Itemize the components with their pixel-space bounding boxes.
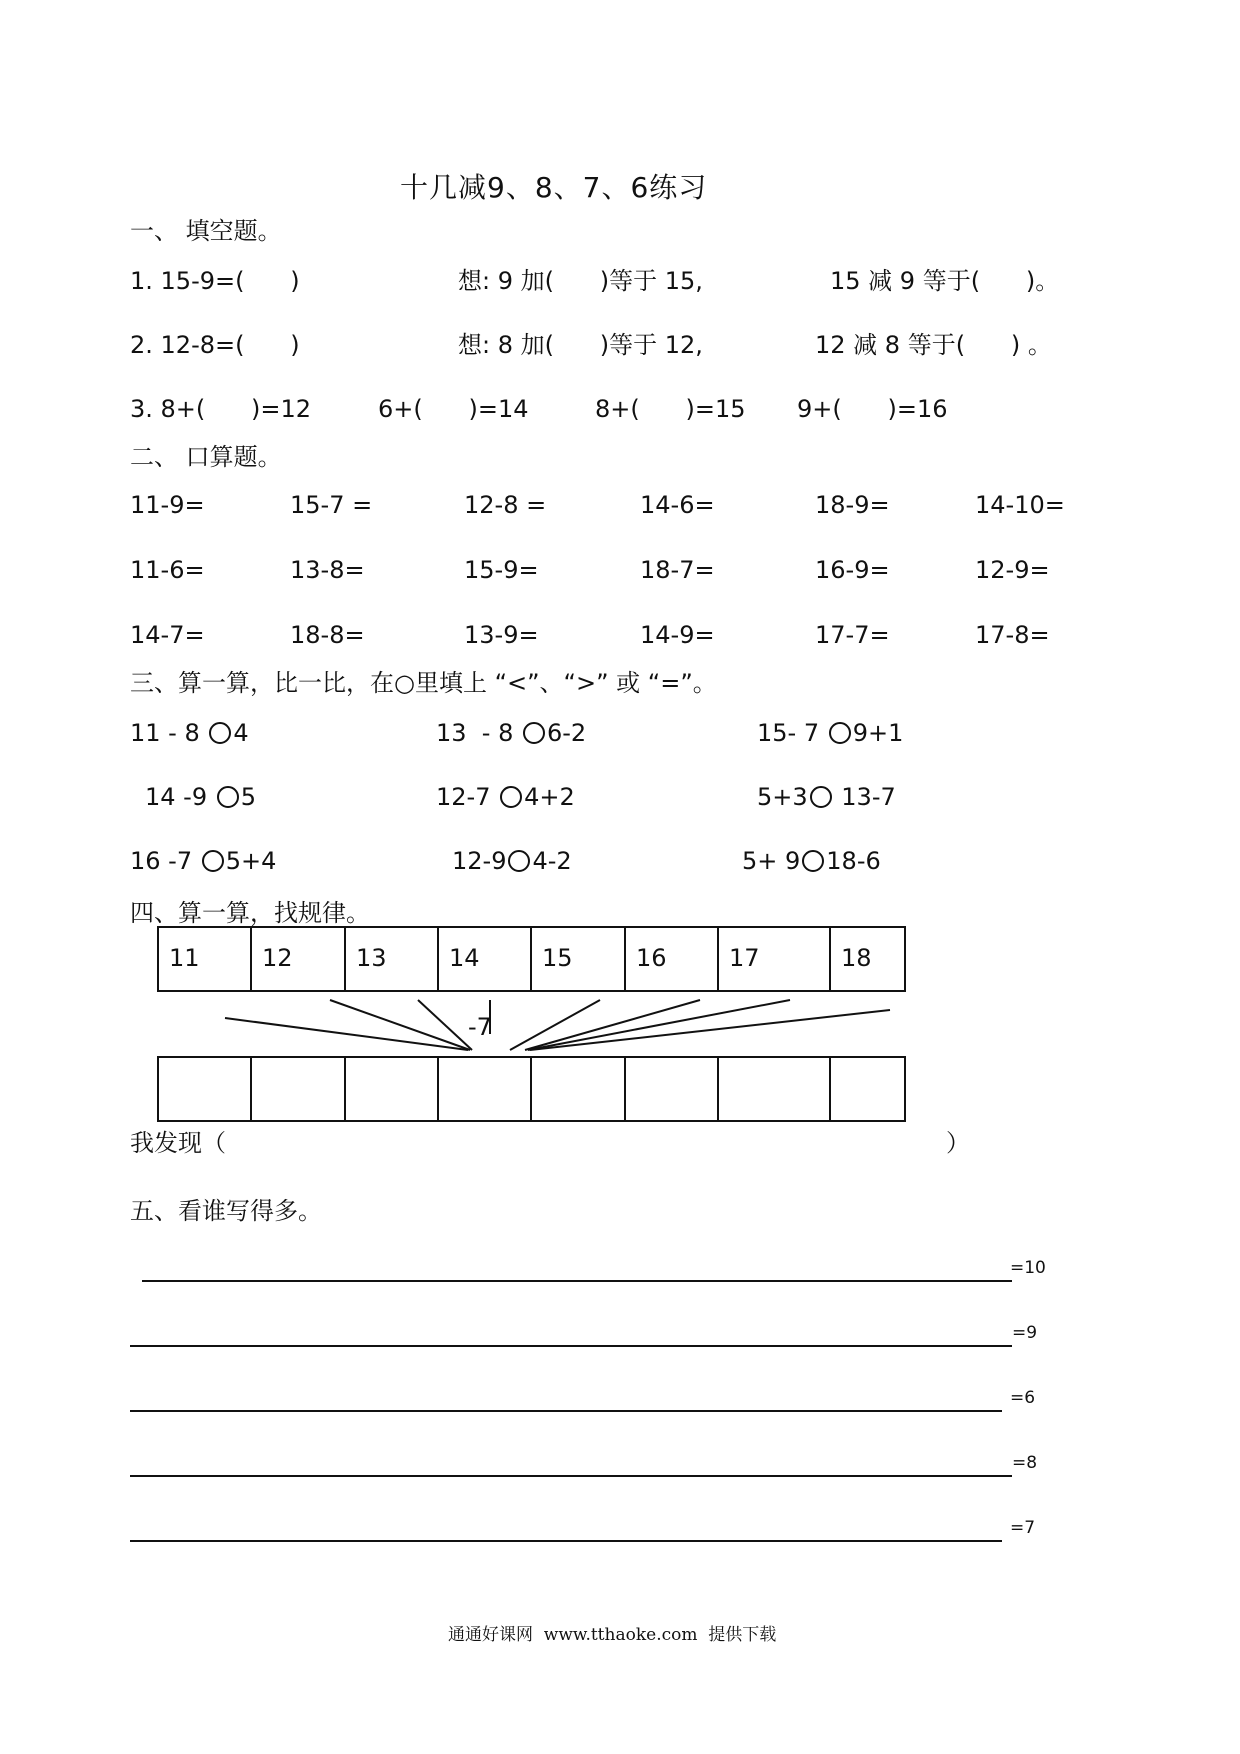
compare-left: 12-9 <box>452 847 507 875</box>
q3-item: 8+( )=15 <box>595 395 746 423</box>
q1-equation: 1. 15-9=( ) <box>130 267 300 295</box>
section-1-heading: 一、 填空题。 <box>130 217 282 245</box>
target-value: =10 <box>1010 1258 1046 1278</box>
page-title: 十几减9、8、7、6练习 <box>400 171 708 204</box>
compare-right: 4+2 <box>524 783 575 811</box>
number-label: 16 <box>636 944 667 972</box>
compare-right: 18-6 <box>826 847 881 875</box>
compare-right: 5 <box>240 783 257 811</box>
oral-item: 18-8= <box>290 621 365 649</box>
number-label: 11 <box>169 944 200 972</box>
target-value: =8 <box>1012 1453 1038 1473</box>
oral-item: 15-9= <box>464 556 539 584</box>
compare-left: 5+3 <box>757 783 808 811</box>
oral-item: 18-7= <box>640 556 715 584</box>
number-label: 18 <box>841 944 872 972</box>
section-2-heading: 二、 口算题。 <box>130 443 282 471</box>
number-label: 13 <box>356 944 387 972</box>
oral-item: 14-7= <box>130 621 205 649</box>
oral-item: 14-10= <box>975 491 1065 519</box>
oral-item: 12-9= <box>975 556 1050 584</box>
q2-equation: 2. 12-8=( ) <box>130 331 300 359</box>
oral-item: 12-8 = <box>464 491 547 519</box>
answer-line[interactable] <box>130 1410 1002 1412</box>
answer-line[interactable] <box>130 1475 1012 1477</box>
compare-right: 4 <box>233 719 249 747</box>
compare-right: 9+1 <box>852 719 904 747</box>
compare-right: 5+4 <box>225 847 277 875</box>
answer-line[interactable] <box>130 1540 1002 1542</box>
answer-line[interactable] <box>130 1345 1012 1347</box>
q3-item: 9+( )=16 <box>797 395 948 423</box>
q3-item: 6+( )=14 <box>378 395 529 423</box>
oral-item: 11-6= <box>130 556 205 584</box>
section-4-heading: 四、算一算，找规律。 <box>130 899 370 927</box>
q2-result: 12 减 8 等于( ) 。 <box>815 331 1052 359</box>
operator-label: -7 <box>468 1013 492 1041</box>
target-value: =7 <box>1010 1518 1036 1538</box>
oral-item: 17-7= <box>815 621 890 649</box>
compare-left: 14 -9 <box>145 783 215 811</box>
number-label: 15 <box>542 944 573 972</box>
number-label: 14 <box>449 944 480 972</box>
answer-line[interactable] <box>142 1280 1012 1282</box>
target-value: =6 <box>1010 1388 1036 1408</box>
compare-left: 5+ 9 <box>742 847 801 875</box>
oral-item: 17-8= <box>975 621 1050 649</box>
oral-item: 13-8= <box>290 556 365 584</box>
number-label: 12 <box>262 944 293 972</box>
footer-text: 通通好课网 www.tthaoke.com 提供下载 <box>448 1625 777 1645</box>
oral-item: 14-9= <box>640 621 715 649</box>
compare-left: 12-7 <box>436 783 499 811</box>
oral-item: 13-9= <box>464 621 539 649</box>
compare-left: 13 - 8 <box>436 719 521 747</box>
discover-open: 我发现（ <box>130 1129 226 1157</box>
compare-right: 6-2 <box>546 719 587 747</box>
q3-item: 3. 8+( )=12 <box>130 395 312 423</box>
target-value: =9 <box>1012 1323 1038 1343</box>
q1-think: 想: 9 加( )等于 15, <box>458 267 703 295</box>
oral-item: 16-9= <box>815 556 890 584</box>
compare-right: 4-2 <box>532 847 572 875</box>
oral-item: 15-7 = <box>290 491 373 519</box>
section-5-heading: 五、看谁写得多。 <box>130 1197 322 1225</box>
section-3-heading: 三、算一算，比一比，在○里填上 “<”、“>” 或 “=”。 <box>130 669 717 697</box>
discover-close: ） <box>946 1129 970 1157</box>
q1-result: 15 减 9 等于( )。 <box>830 267 1060 295</box>
compare-right: 13-7 <box>833 783 896 811</box>
compare-left: 16 -7 <box>130 847 200 875</box>
compare-left: 15- 7 <box>757 719 827 747</box>
oral-item: 14-6= <box>640 491 715 519</box>
q2-think: 想: 8 加( )等于 12, <box>458 331 703 359</box>
oral-item: 11-9= <box>130 491 205 519</box>
oral-item: 18-9= <box>815 491 890 519</box>
number-label: 17 <box>729 944 760 972</box>
compare-left: 11 - 8 <box>130 719 208 747</box>
